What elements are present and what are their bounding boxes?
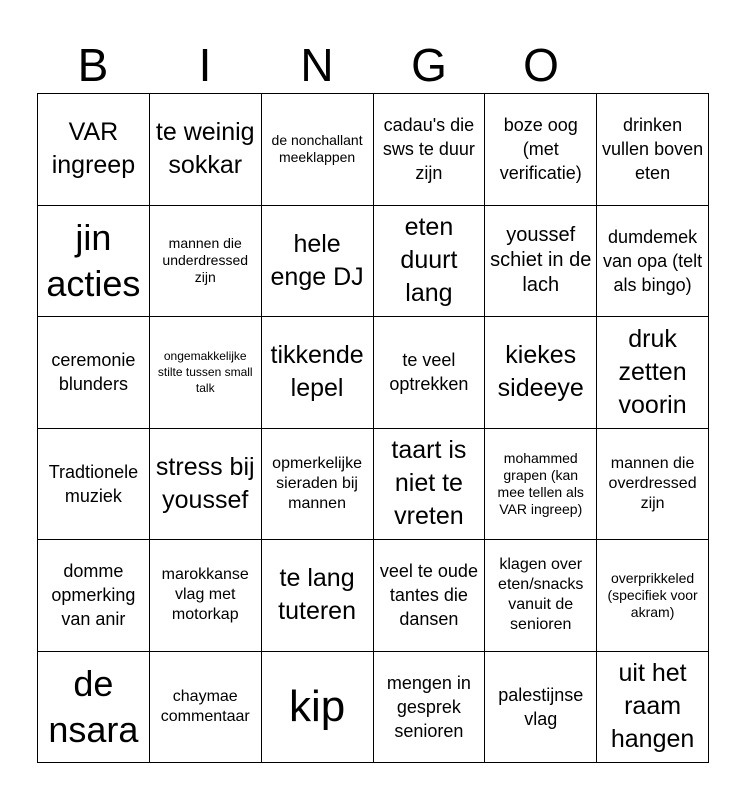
bingo-cell[interactable]: veel te oude tantes die dansen [374, 540, 486, 652]
bingo-cell[interactable]: overprikkeled (specifiek voor akram) [597, 540, 709, 652]
bingo-cell[interactable]: ongemakkelijke stilte tussen small talk [150, 317, 262, 429]
bingo-cell[interactable]: chaymae commentaar [150, 652, 262, 764]
header-letter-n: N [300, 39, 334, 91]
bingo-cell[interactable]: jin acties [38, 206, 150, 318]
bingo-cell[interactable]: marokkanse vlag met motorkap [150, 540, 262, 652]
bingo-cell[interactable]: de nsara [38, 652, 150, 764]
bingo-cell[interactable]: mannen die overdressed zijn [597, 429, 709, 541]
bingo-cell[interactable]: eten duurt lang [374, 206, 486, 318]
header-blank [597, 36, 709, 94]
bingo-cell[interactable]: ceremonie blunders [38, 317, 150, 429]
bingo-cell[interactable]: drinken vullen boven eten [597, 94, 709, 206]
header-letter-o: O [523, 39, 559, 91]
bingo-cell[interactable]: te lang tuteren [262, 540, 374, 652]
bingo-cell[interactable]: youssef schiet in de lach [485, 206, 597, 318]
bingo-cell[interactable]: stress bij youssef [150, 429, 262, 541]
bingo-cell[interactable]: cadau's die sws te duur zijn [374, 94, 486, 206]
header-letter-g: G [411, 39, 447, 91]
bingo-cell[interactable]: dumdemek van opa (telt als bingo) [597, 206, 709, 318]
bingo-cell[interactable]: mengen in gesprek senioren [374, 652, 486, 764]
bingo-cell[interactable]: druk zetten voorin [597, 317, 709, 429]
bingo-header [37, 36, 709, 94]
bingo-cell[interactable]: taart is niet te vreten [374, 429, 486, 541]
bingo-cell[interactable]: mannen die underdressed zijn [150, 206, 262, 318]
bingo-cell[interactable]: kiekes sideeye [485, 317, 597, 429]
bingo-cell[interactable]: mohammed grapen (kan mee tellen als VAR ingreep) [485, 429, 597, 541]
bingo-cell[interactable]: boze oog (met verificatie) [485, 94, 597, 206]
header-letter-b: B [77, 39, 109, 91]
bingo-cell[interactable]: te weinig sokkar [150, 94, 262, 206]
bingo-cell[interactable]: opmerkelijke sieraden bij mannen [262, 429, 374, 541]
bingo-cell[interactable]: Tradtionele muziek [38, 429, 150, 541]
bingo-cell[interactable]: tikkende lepel [262, 317, 374, 429]
bingo-cell[interactable]: uit het raam hangen [597, 652, 709, 764]
header-letter-i: I [198, 39, 212, 91]
bingo-cell[interactable]: de nonchallant meeklappen [262, 94, 374, 206]
bingo-cell[interactable]: klagen over eten/snacks vanuit de senioren [485, 540, 597, 652]
bingo-cell[interactable]: kip [262, 652, 374, 764]
bingo-grid [37, 93, 709, 763]
bingo-cell[interactable]: te veel optrekken [374, 317, 486, 429]
bingo-cell[interactable]: VAR ingreep [38, 94, 150, 206]
bingo-cell[interactable]: hele enge DJ [262, 206, 374, 318]
bingo-cell[interactable]: palestijnse vlag [485, 652, 597, 764]
bingo-cell[interactable]: domme opmerking van anir [38, 540, 150, 652]
